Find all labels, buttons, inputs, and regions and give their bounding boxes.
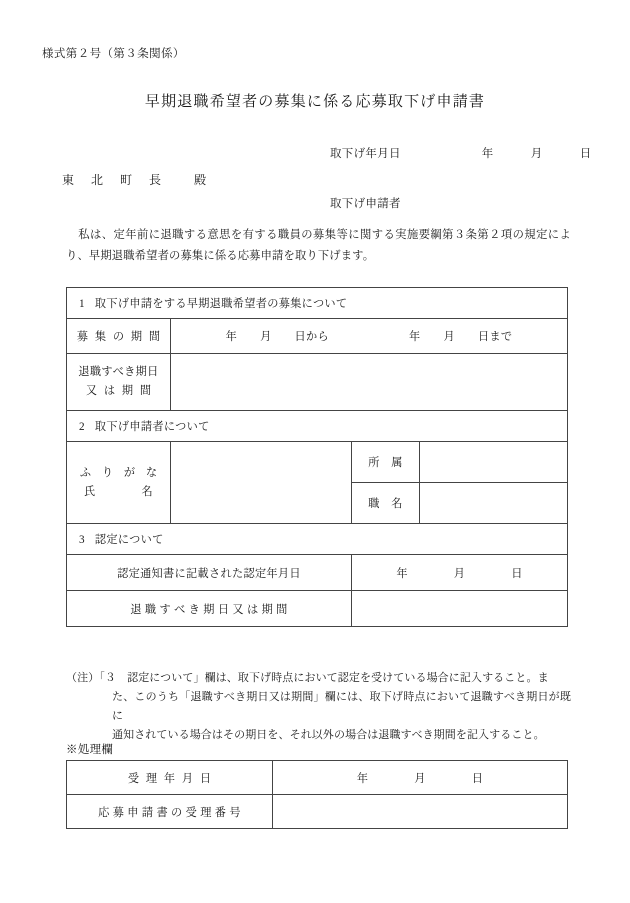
table-row <box>67 354 568 411</box>
certification-date-value[interactable]: 年 月 日 <box>352 555 568 591</box>
addressee-name: 東 北 町 長 <box>62 173 169 187</box>
section2-number: 2 <box>79 421 85 433</box>
section3-heading <box>67 524 568 555</box>
recruitment-period-value[interactable] <box>171 319 568 354</box>
applicant-label: 取下げ申請者 <box>330 198 401 210</box>
affiliation-value[interactable] <box>420 442 568 483</box>
addressee-line <box>62 171 206 188</box>
withdraw-date-line <box>330 145 592 161</box>
acceptance-date-value[interactable]: 年 月 日 <box>273 761 568 795</box>
note-line-1: （注）「３ 認定について」欄は、取下げ時点において認定を受けている場合に記入すること。ま <box>66 672 549 684</box>
section3-title: 認定について <box>94 534 164 546</box>
section1-number: 1 <box>79 298 85 310</box>
fullname-label: 氏 名 <box>84 485 153 498</box>
position-value[interactable] <box>420 483 568 524</box>
recruitment-period-label: 募 集 の 期 間 <box>67 319 171 354</box>
acceptance-date-label: 受 理 年 月 日 <box>67 761 273 795</box>
certification-date-label: 認定通知書に記載された認定年月日 <box>67 555 352 591</box>
section1-title: 取下げ申請をする早期退職希望者の募集について <box>94 298 348 310</box>
body-paragraph <box>66 225 571 267</box>
section2-heading <box>67 411 568 442</box>
form-number: 様式第２号（第３条関係） <box>42 48 185 60</box>
table-row <box>67 442 568 483</box>
table-row <box>67 524 568 555</box>
month-mark: 月 <box>530 148 543 160</box>
retirement-term-value[interactable] <box>352 591 568 627</box>
retirement-date-label <box>67 354 171 411</box>
retirement-term-label: 退 職 す べ き 期 日 又 は 期 間 <box>67 591 352 627</box>
table-row <box>67 761 568 795</box>
retirement-date-value[interactable] <box>171 354 568 411</box>
retirement-date-label-line1: 退職すべき期日 <box>78 366 159 378</box>
table-row <box>67 411 568 442</box>
note-line-3: 通知されている場合はその期日を、それ以外の場合は退職すべき期間を記入すること。 <box>112 729 545 741</box>
table-row <box>67 555 568 591</box>
section1-heading <box>67 288 568 319</box>
year-mark: 年 <box>481 148 494 160</box>
form-note <box>66 669 571 745</box>
section2-title: 取下げ申請者について <box>94 421 210 433</box>
table-row <box>67 288 568 319</box>
recruitment-period-from: 年 月 日から <box>225 331 330 343</box>
name-value[interactable] <box>171 442 352 524</box>
paragraph-line-1: 私は、定年前に退職する意思を有する職員の募集等に関する実施要綱第３条第２項の規定により、 <box>66 229 571 262</box>
section3-number: 3 <box>79 534 85 546</box>
retirement-date-label-line2: 又 は 期 間 <box>85 385 154 397</box>
table-row <box>67 591 568 627</box>
processing-section-title: ※処理欄 <box>66 744 114 756</box>
position-label: 職 名 <box>352 483 420 524</box>
page-title: 早期退職希望者の募集に係る応募取下げ申請書 <box>144 94 486 110</box>
affiliation-label: 所 属 <box>352 442 420 483</box>
paragraph-line-2: 早期退職希望者の募集に係る応募申請を取り下げます。 <box>88 250 375 262</box>
day-mark: 日 <box>579 148 592 160</box>
application-receipt-number-label: 応 募 申 請 書 の 受 理 番 号 <box>67 795 273 829</box>
name-label <box>67 442 171 524</box>
processing-table <box>66 760 568 829</box>
withdraw-date-label: 取下げ年月日 <box>330 148 401 160</box>
table-row <box>67 319 568 354</box>
table-row <box>67 795 568 829</box>
note-line-2: た、このうち「退職すべき期日又は期間」欄には、取下げ時点において退職すべき期日が既に <box>112 691 571 722</box>
application-receipt-number-value[interactable] <box>273 795 568 829</box>
furigana-label: ふ り が な <box>79 466 162 479</box>
main-form-table <box>66 287 568 627</box>
recruitment-period-to: 年 月 日まで <box>409 331 513 343</box>
addressee-date-block <box>42 145 592 210</box>
withdraw-date-fields <box>482 145 592 161</box>
addressee-honorific: 殿 <box>194 173 207 187</box>
